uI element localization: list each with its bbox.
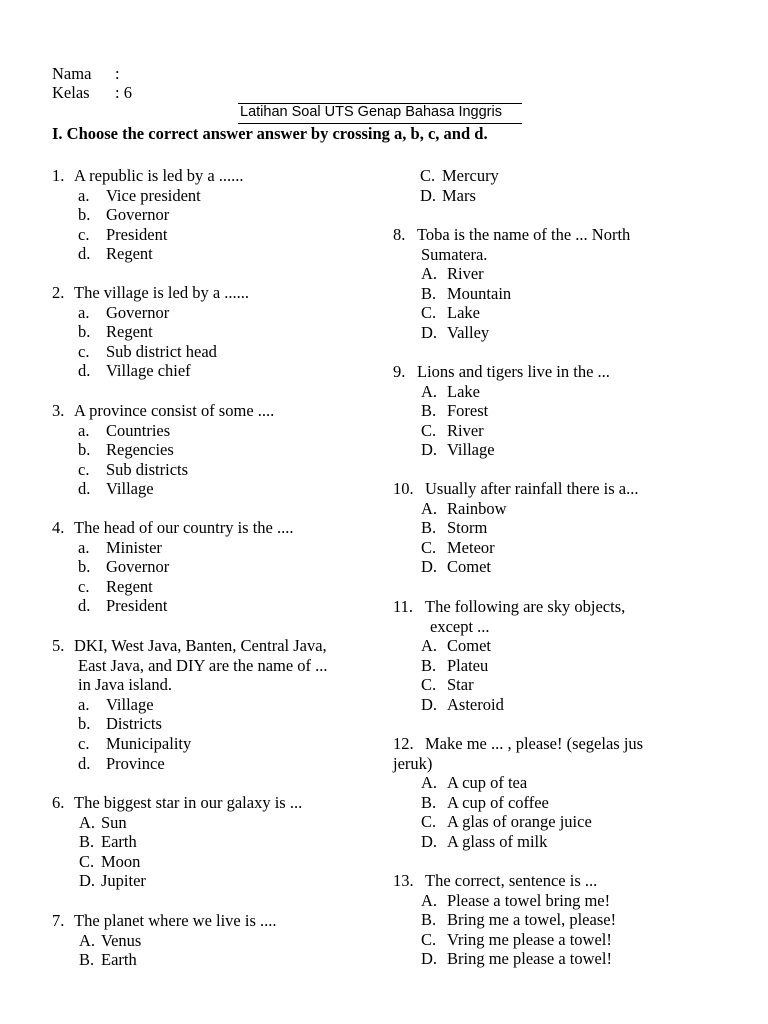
- option-text: Village: [106, 479, 154, 499]
- question-text: [52, 911, 277, 931]
- option-label: d.: [78, 753, 91, 773]
- question-text: [52, 283, 249, 303]
- option-text: Governor: [106, 557, 170, 577]
- option-label: c.: [78, 576, 90, 596]
- option-text: Regencies: [106, 440, 174, 460]
- option: [393, 518, 639, 538]
- option: [52, 557, 293, 577]
- option-text: A cup of tea: [447, 773, 528, 793]
- option-text: Vice president: [106, 185, 201, 205]
- question-stem: Usually after rainfall there is a...: [425, 479, 639, 498]
- question-text-continued: [393, 754, 643, 774]
- question-text-continued: [393, 245, 630, 265]
- option-text: Bring me a towel, please!: [447, 910, 617, 930]
- option-text: Municipality: [106, 733, 192, 753]
- option: [52, 303, 249, 323]
- option-label: c.: [78, 341, 90, 361]
- question-number: 12.: [393, 734, 414, 753]
- option-text: Vring me please a towel!: [447, 929, 612, 949]
- option-text: Village chief: [106, 361, 191, 381]
- option-label: C.: [420, 166, 436, 185]
- question-stem: The following are sky objects,: [425, 597, 626, 616]
- option: [52, 421, 274, 441]
- option-text: Earth: [101, 950, 137, 970]
- option-label: B.: [421, 401, 437, 421]
- question-number: 10.: [393, 479, 414, 498]
- option: [52, 931, 277, 951]
- question-text: [52, 793, 302, 813]
- option: [52, 342, 249, 362]
- question-number: 2.: [52, 283, 65, 302]
- option: [52, 852, 302, 872]
- question-number: 3.: [52, 401, 65, 420]
- question-text: [52, 166, 244, 186]
- option-label: d.: [78, 244, 91, 264]
- question-13: [393, 871, 616, 969]
- question-stem: in Java island.: [78, 675, 172, 695]
- option-label: A.: [421, 636, 438, 656]
- option-label: b.: [78, 557, 91, 577]
- option-label: B.: [79, 832, 95, 852]
- question-stem: except ...: [430, 616, 490, 636]
- option-label: B.: [421, 283, 437, 303]
- option-text: Sun: [101, 812, 127, 832]
- option-label: d.: [78, 596, 91, 616]
- option: [52, 440, 274, 460]
- question-5: [52, 636, 328, 773]
- option: [393, 440, 610, 460]
- option-label: D.: [421, 322, 438, 342]
- option-label: a.: [78, 185, 90, 205]
- option-text: Province: [106, 753, 165, 773]
- option: [52, 460, 274, 480]
- option-text: Mercury: [442, 166, 499, 185]
- option-label: B.: [421, 910, 437, 930]
- option: [393, 793, 643, 813]
- option-text: Rainbow: [447, 498, 507, 518]
- option: [393, 186, 499, 206]
- question-number: 8.: [393, 225, 406, 244]
- option-label: c.: [78, 733, 90, 753]
- option-text: Asteroid: [447, 694, 504, 714]
- question-3: [52, 401, 274, 499]
- option-label: D.: [79, 871, 96, 891]
- option-label: A.: [421, 264, 438, 284]
- nama-label: Nama: [52, 64, 92, 83]
- option: [52, 871, 302, 891]
- question-number: 5.: [52, 636, 65, 655]
- question-number: 13.: [393, 871, 414, 890]
- option: [52, 577, 293, 597]
- option-text: Sub district head: [106, 341, 217, 361]
- option-label: C.: [421, 303, 437, 323]
- option: [393, 264, 630, 284]
- question-1: [52, 166, 244, 264]
- option-label: B.: [421, 655, 437, 675]
- option-text: Comet: [447, 557, 491, 577]
- question-text: [52, 401, 274, 421]
- option-text: Village: [447, 440, 495, 460]
- option-text: Regent: [106, 244, 153, 264]
- option-text: Bring me please a towel!: [447, 949, 612, 969]
- question-text-continued: [52, 656, 328, 676]
- option: [52, 813, 302, 833]
- option-label: b.: [78, 322, 91, 342]
- option-text: Earth: [101, 832, 137, 852]
- question-stem: Toba is the name of the ... North: [417, 225, 631, 244]
- option-text: Countries: [106, 420, 171, 440]
- option-label: a.: [78, 694, 90, 714]
- option-text: Mountain: [447, 283, 512, 303]
- question-stem: East Java, and DIY are the name of ...: [78, 655, 328, 675]
- option-label: a.: [78, 537, 90, 557]
- option-text: Governor: [106, 205, 170, 225]
- option: [52, 479, 274, 499]
- question-7-continued: [393, 166, 499, 205]
- option-text: A glass of milk: [447, 831, 548, 851]
- option: [393, 636, 625, 656]
- question-10: [393, 479, 639, 577]
- option-text: President: [106, 224, 168, 244]
- option-text: Comet: [447, 636, 491, 656]
- option-label: A.: [421, 381, 438, 401]
- option: [52, 695, 328, 715]
- option: [393, 910, 616, 930]
- question-6: [52, 793, 302, 891]
- question-number: 11.: [393, 597, 414, 616]
- option: [393, 499, 639, 519]
- option-label: B.: [421, 792, 437, 812]
- option-label: A.: [421, 890, 438, 910]
- option: [393, 812, 643, 832]
- option-label: C.: [79, 851, 95, 871]
- option-text: Valley: [447, 322, 490, 342]
- option-label: a.: [78, 420, 90, 440]
- option: [393, 773, 643, 793]
- option: [52, 754, 328, 774]
- option-text: Sub districts: [106, 459, 189, 479]
- option-text: Storm: [447, 518, 488, 538]
- option-label: b.: [78, 440, 91, 460]
- option: [393, 557, 639, 577]
- option-label: d.: [78, 479, 91, 499]
- question-text: [393, 225, 630, 245]
- option-label: B.: [79, 950, 95, 970]
- kelas-label: Kelas: [52, 83, 90, 102]
- option-text: Village: [106, 694, 154, 714]
- option-text: President: [106, 596, 168, 616]
- question-number: 1.: [52, 166, 65, 185]
- instruction: I. Choose the correct answer answer by crossing a, b, c, and d.: [52, 124, 488, 143]
- option-text: River: [447, 264, 484, 284]
- option-label: b.: [78, 714, 91, 734]
- option-label: D.: [421, 557, 438, 577]
- option: [393, 538, 639, 558]
- option: [52, 950, 277, 970]
- option: [393, 401, 610, 421]
- kelas-value: : 6: [115, 83, 132, 102]
- option-label: A.: [79, 930, 96, 950]
- option-text: A glas of orange juice: [447, 812, 592, 832]
- option-label: b.: [78, 205, 91, 225]
- option-text: Mars: [442, 185, 476, 205]
- option-text: Star: [447, 675, 474, 695]
- option-label: D.: [421, 831, 438, 851]
- question-number: 6.: [52, 793, 65, 812]
- option-label: C.: [421, 537, 437, 557]
- question-stem: A province consist of some ....: [74, 401, 275, 420]
- question-stem: The correct, sentence is ...: [425, 871, 598, 890]
- question-text-continued: [393, 617, 625, 637]
- question-stem: Lions and tigers live in the ...: [417, 362, 610, 381]
- option-text: Meteor: [447, 537, 495, 557]
- option: [52, 538, 293, 558]
- question-7: [52, 911, 277, 970]
- option-label: C.: [421, 675, 437, 695]
- option-label: d.: [78, 361, 91, 381]
- option-text: Minister: [106, 537, 162, 557]
- question-text: [393, 597, 625, 617]
- option-label: C.: [421, 929, 437, 949]
- option: [52, 225, 244, 245]
- option-text: Lake: [447, 381, 480, 401]
- option: [393, 323, 630, 343]
- question-text: [393, 479, 639, 499]
- nama-separator: :: [115, 64, 120, 83]
- option: [52, 361, 249, 381]
- option-label: D.: [421, 949, 438, 969]
- option: [393, 695, 625, 715]
- option-label: A.: [79, 812, 96, 832]
- option-text: Plateu: [447, 655, 489, 675]
- option: [52, 244, 244, 264]
- option: [52, 322, 249, 342]
- question-stem: The village is led by a ......: [74, 283, 250, 302]
- question-stem: The biggest star in our galaxy is ...: [74, 793, 303, 812]
- option-label: a.: [78, 302, 90, 322]
- question-text: [393, 734, 643, 754]
- question-11: [393, 597, 625, 715]
- option-label: D.: [421, 440, 438, 460]
- option-text: Please a towel bring me!: [447, 890, 611, 910]
- option-text: Districts: [106, 714, 162, 734]
- option: [393, 675, 625, 695]
- option: [393, 949, 616, 969]
- option: [52, 596, 293, 616]
- question-number: 7.: [52, 911, 65, 930]
- option: [393, 930, 616, 950]
- option-label: A.: [421, 498, 438, 518]
- option: [393, 891, 616, 911]
- option: [393, 382, 610, 402]
- question-stem: The planet where we live is ....: [74, 911, 277, 930]
- option: [393, 303, 630, 323]
- option-label: D.: [421, 694, 438, 714]
- question-text: [52, 636, 328, 656]
- option: [52, 832, 302, 852]
- option-label: D.: [420, 185, 437, 205]
- option: [393, 284, 630, 304]
- option: [393, 656, 625, 676]
- option-text: Lake: [447, 303, 480, 323]
- option: [52, 205, 244, 225]
- question-number: 9.: [393, 362, 406, 381]
- question-12: [393, 734, 643, 852]
- page-title: Latihan Soal UTS Genap Bahasa Inggris: [240, 104, 502, 120]
- option: [52, 186, 244, 206]
- question-8: [393, 225, 630, 343]
- option-text: Regent: [106, 576, 153, 596]
- option-label: c.: [78, 459, 90, 479]
- option-text: Regent: [106, 322, 153, 342]
- question-stem: Make me ... , please! (segelas jus: [425, 734, 644, 753]
- question-2: [52, 283, 249, 381]
- question-stem: The head of our country is the ....: [74, 518, 294, 537]
- option-text: A cup of coffee: [447, 792, 549, 812]
- question-stem: DKI, West Java, Banten, Central Java,: [74, 636, 327, 655]
- option: [393, 832, 643, 852]
- option-label: A.: [421, 773, 438, 793]
- question-text-continued: [52, 675, 328, 695]
- option-text: Jupiter: [101, 871, 146, 891]
- option-text: Moon: [101, 851, 141, 871]
- question-text: [393, 871, 616, 891]
- question-9: [393, 362, 610, 460]
- option: [52, 734, 328, 754]
- question-text: [52, 518, 293, 538]
- option: [393, 421, 610, 441]
- option-text: Governor: [106, 302, 170, 322]
- option-text: Venus: [101, 930, 142, 950]
- option-text: Forest: [447, 401, 489, 421]
- option-label: c.: [78, 224, 90, 244]
- option: [52, 714, 328, 734]
- option-label: C.: [421, 420, 437, 440]
- question-stem: jeruk): [393, 753, 433, 773]
- question-number: 4.: [52, 518, 65, 537]
- question-4: [52, 518, 293, 616]
- option-text: River: [447, 420, 484, 440]
- option: [393, 166, 499, 186]
- question-stem: A republic is led by a ......: [74, 166, 244, 185]
- question-text: [393, 362, 610, 382]
- question-stem: Sumatera.: [421, 244, 488, 264]
- option-label: C.: [421, 812, 437, 832]
- option-label: B.: [421, 518, 437, 538]
